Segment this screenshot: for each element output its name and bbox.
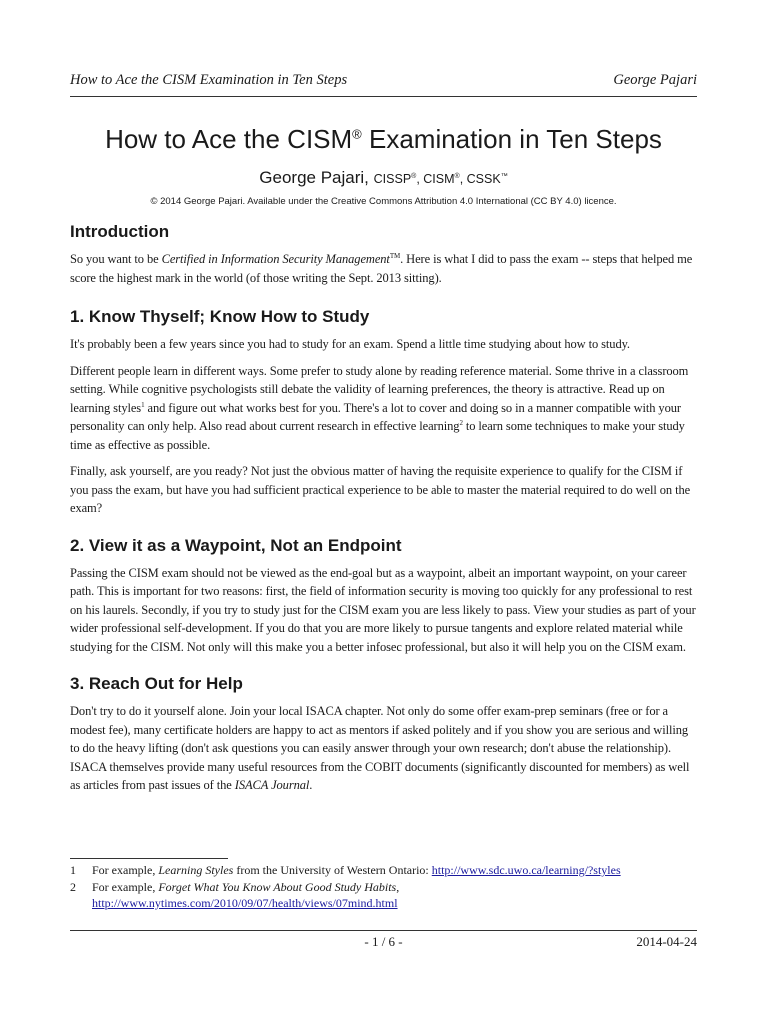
credential-cissp: CISSP	[373, 172, 412, 186]
footnotes	[70, 858, 697, 912]
title-registered-mark: ®	[352, 126, 362, 142]
credential-cism: , CISM	[416, 172, 455, 186]
footnote-link[interactable]: http://www.sdc.uwo.ca/learning/?styles	[431, 863, 621, 877]
header-rule	[70, 96, 697, 97]
text-run: So you want to be	[70, 252, 162, 266]
text-run: to learn some techniques to make your study time as effective as possible.	[70, 419, 685, 452]
paragraph	[70, 702, 697, 795]
document-title	[70, 124, 697, 155]
footnote-rule	[70, 858, 228, 859]
paragraph: It's probably been a few years since you had to study for an exam. Spend a little time studying about how to study.	[70, 337, 630, 351]
credential-reg-1: ®	[411, 172, 417, 180]
italic-text: Forget What You Know About Good Study Habits	[158, 879, 397, 894]
trademark-mark: TM	[389, 251, 401, 260]
credential-reg-2: ®	[454, 172, 460, 180]
section-step-2	[70, 536, 697, 657]
section-heading: 2. View it as a Waypoint, Not an Endpoint	[70, 535, 402, 555]
footer-date: 2014-04-24	[636, 934, 697, 949]
footnote-text	[92, 879, 399, 912]
text-run: Different people learn in different ways. Some prefer to study alone by reading reference material. Some thrive in a classroom setting. While cognitive psychologists still debate the validity of learning preferences, the theory is attractive. Read up on learning styles	[70, 363, 689, 415]
section-introduction	[70, 222, 697, 287]
running-header	[70, 72, 697, 89]
footer-rule	[70, 930, 697, 931]
section-heading: 1. Know Thyself; Know How to Study	[70, 307, 370, 326]
author-line	[70, 168, 697, 188]
credential-cssk: , CSSK	[459, 172, 501, 186]
section-heading: Introduction	[70, 222, 170, 241]
section-step-3	[70, 674, 697, 795]
document-body	[70, 222, 697, 813]
text-run: from the University of Western Ontario:	[233, 863, 432, 877]
running-header-author: George Pajari	[613, 72, 697, 88]
paragraph: Finally, ask yourself, are you ready? Not just the obvious matter of having the requisite experience to qualify for the CISM if you pass the exam, but have you had sufficient practical experience to be able to master the material required to do well on the exam?	[70, 464, 691, 515]
footnote-number: 1	[70, 863, 76, 877]
author-name: George Pajari,	[259, 168, 369, 187]
paragraph	[70, 362, 697, 455]
title-text-post: Examination in Ten Steps	[361, 124, 662, 154]
italic-text: Learning Styles	[158, 863, 234, 877]
paragraph: Passing the CISM exam should not be viewed as the end-goal but as a waypoint, albeit an important waypoint, on your career path. This is important for two reasons: first, the field of information security is moving too quickly for any professional to rest on his laurels. Secondly, if you try to study just for the CISM exam you are less likely to pass. View your studies as part of your wider professional self-development. If you do that you are more likely to pursue tangents and explore related material while studying for the CISM. Not only will this make you a better infosec professional, but also it will help you on the CISM exam.	[70, 565, 696, 654]
text-run: .	[309, 778, 313, 792]
text-run: ,	[396, 879, 400, 894]
author-credentials	[374, 172, 508, 186]
running-header-title: How to Ace the CISM Examination in Ten Steps	[70, 72, 348, 88]
footnote-ref-2[interactable]: 2	[459, 418, 463, 427]
footnote-2	[70, 879, 697, 912]
text-run: For example,	[92, 879, 159, 894]
text-run: Don't try to do it yourself alone. Join your local ISACA chapter. Not only do some offer exam-prep seminars (free or for a modest fee), many certificate holders are happy to act as mentors if asked politely and if you show you are serious and willing to do the heavy lifting (don't ask questions you can easily answer through your own research; don't abuse the relationship). ISACA themselves provide many useful resources from the COBIT documents (significantly discounted for members) as well as articles from past issues of the	[70, 704, 690, 792]
text-run: . Here is what I did to pass the exam -- steps that helped me score the highest mark in the world (of those writing the Sept. 2013 sitting).	[70, 252, 693, 285]
text-run: and figure out what works best for you. There's a lot to cover and doing so in a manner compatible with your personality can only help. Also read about current research in effective learning	[70, 400, 681, 433]
footnote-number: 2	[70, 879, 76, 894]
credential-tm: ™	[500, 172, 508, 180]
copyright-notice: © 2014 George Pajari. Available under the Creative Commons Attribution 4.0 International (CC BY 4.0) licence.	[150, 196, 617, 207]
title-text-pre: How to Ace the CISM	[105, 124, 353, 154]
footnote-text	[92, 862, 621, 879]
section-heading: 3. Reach Out for Help	[70, 674, 243, 693]
footnote-ref-1[interactable]: 1	[141, 400, 145, 409]
footnote-link[interactable]: http://www.nytimes.com/2010/09/07/health/views/07mind.html	[92, 896, 398, 910]
paragraph	[70, 250, 697, 287]
footnote-1	[70, 862, 697, 879]
italic-text: ISACA Journal	[234, 778, 310, 792]
italic-text: Certified in Information Security Management	[161, 252, 390, 266]
section-step-1	[70, 307, 697, 518]
page-number: - 1 / 6 -	[364, 934, 403, 949]
text-run: For example,	[92, 863, 159, 877]
